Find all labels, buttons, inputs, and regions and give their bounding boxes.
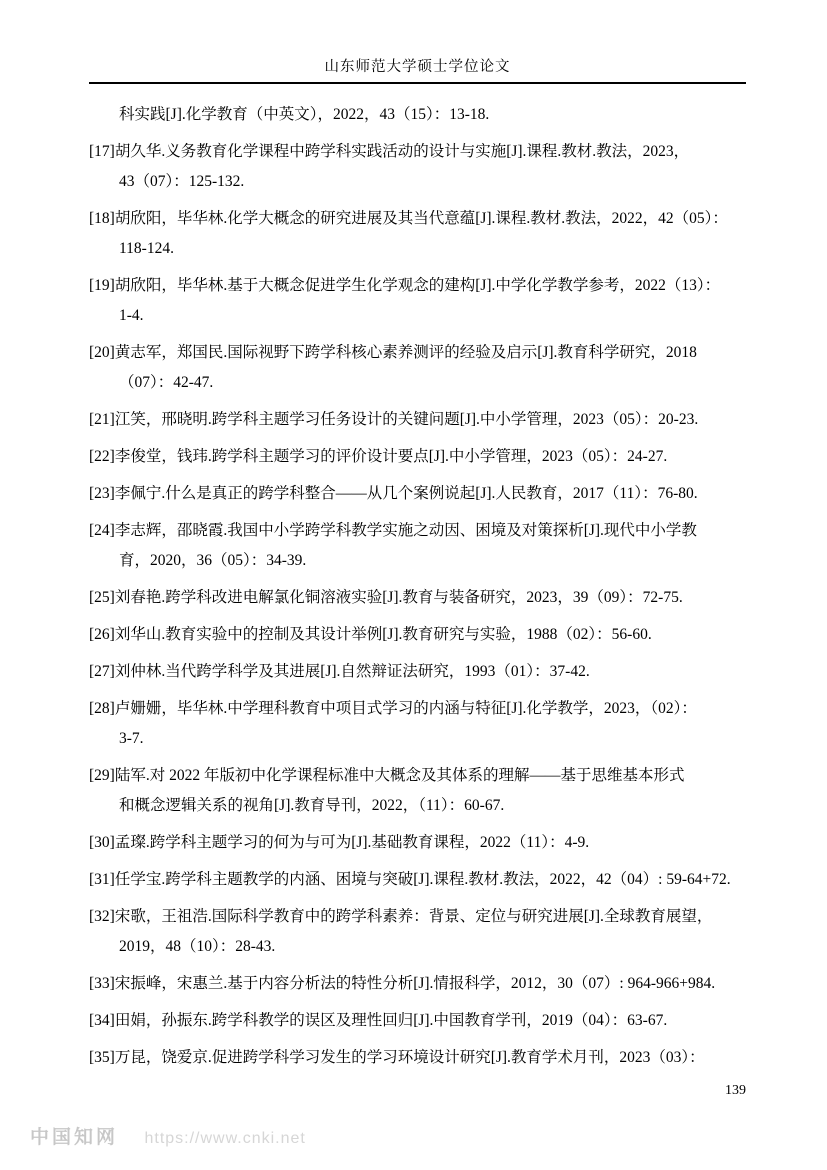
- reference-line: 3-7.: [119, 730, 144, 747]
- reference-entry: [89, 969, 749, 999]
- reference-entry: [89, 657, 749, 687]
- reference-line: 2019，48（10）：28-43.: [119, 938, 276, 955]
- running-head: 山东师范大学硕士学位论文: [324, 59, 511, 75]
- reference-entry: [89, 865, 749, 895]
- references-list: [89, 100, 749, 1080]
- reference-line: [26]刘华山.教育实验中的控制及其设计举例[J].教育研究与实验，1988（02）：56-60.: [89, 626, 652, 643]
- reference-line: [18]胡欣阳，毕华林.化学大概念的研究进展及其当代意蕴[J].课程.教材.教法，2022，42（05）：: [89, 210, 728, 227]
- reference-line: 118-124.: [119, 240, 174, 257]
- reference-entry: [89, 828, 749, 858]
- reference-line: [27]刘仲林.当代跨学科学及其进展[J].自然辩证法研究，1993（01）：37-42.: [89, 663, 590, 680]
- reference-entry: [89, 479, 749, 509]
- reference-line: [23]李佩宁.什么是真正的跨学科整合——从几个案例说起[J].人民教育，2017（11）：76-80.: [89, 485, 698, 502]
- reference-line: [25]刘春艳.跨学科改进电解氯化铜溶液实验[J].教育与装备研究，2023，39（09）：72-75.: [89, 589, 683, 606]
- cnki-brand-text: 中国知网: [30, 1127, 119, 1148]
- reference-line: [22]李俊堂，钱玮.跨学科主题学习的评价设计要点[J].中小学管理，2023（05）：24-27.: [89, 448, 668, 465]
- reference-line: [20]黄志军，郑国民.国际视野下跨学科核心素养测评的经验及启示[J].教育科学研究，2018: [89, 344, 697, 361]
- reference-entry: [89, 1043, 749, 1073]
- page-header: [89, 57, 746, 84]
- reference-line: [33]宋振峰，宋惠兰.基于内容分析法的特性分析[J].情报科学，2012，30（07）: 964-966+984.: [89, 975, 716, 992]
- reference-line: [28]卢姗姗，毕华林.中学理科教育中项目式学习的内涵与特征[J].化学教学，2023，（02）：: [89, 700, 697, 717]
- reference-line: [34]田娟，孙振东.跨学科教学的误区及理性回归[J].中国教育学刊，2019（04）：63-67.: [89, 1012, 668, 1029]
- reference-line: [17]胡久华.义务教育化学课程中跨学科实践活动的设计与实施[J].课程.教材.教法，2023，: [89, 143, 690, 160]
- reference-line: 育，2020，36（05）：34-39.: [119, 552, 307, 569]
- reference-line: 1-4.: [119, 307, 144, 324]
- reference-entry: [89, 204, 749, 264]
- reference-entry: [89, 338, 749, 398]
- reference-line: 43（07）：125-132.: [119, 173, 245, 190]
- cnki-watermark: [30, 1122, 306, 1149]
- reference-entry: [89, 137, 749, 197]
- reference-line: 科实践[J].化学教育（中英文），2022，43（15）：13-18.: [119, 106, 490, 123]
- reference-continuation: [89, 100, 749, 130]
- cnki-url-text: https://www.cnki.net: [144, 1130, 306, 1147]
- reference-entry: [89, 442, 749, 472]
- reference-line: 和概念逻辑关系的视角[J].教育导刊，2022，（11）：60-67.: [119, 797, 505, 814]
- reference-entry: [89, 694, 749, 754]
- reference-entry: [89, 761, 749, 821]
- reference-line: [32]宋歌，王祖浩.国际科学教育中的跨学科素养：背景、定位与研究进展[J].全球教育展望，: [89, 908, 713, 925]
- reference-entry: [89, 620, 749, 650]
- reference-entry: [89, 405, 749, 435]
- page-number: 139: [725, 1083, 746, 1098]
- reference-line: [19]胡欣阳，毕华林.基于大概念促进学生化学观念的建构[J].中学化学教学参考，2022（13）：: [89, 277, 721, 294]
- reference-line: [24]李志辉，邵晓霞.我国中小学跨学科教学实施之动因、困境及对策探析[J].现代中小学教: [89, 522, 697, 539]
- reference-entry: [89, 583, 749, 613]
- reference-entry: [89, 516, 749, 576]
- reference-entry: [89, 271, 749, 331]
- reference-line: [29]陆军.对 2022 年版初中化学课程标准中大概念及其体系的理解——基于思维基本形式: [89, 767, 685, 784]
- reference-line: [35]万昆，饶爱京.促进跨学科学习发生的学习环境设计研究[J].教育学术月刊，2023（03）：: [89, 1049, 705, 1066]
- reference-line: [21]江笑，邢晓明.跨学科主题学习任务设计的关键问题[J].中小学管理，2023（05）：20-23.: [89, 411, 699, 428]
- reference-entry: [89, 1006, 749, 1036]
- reference-entry: [89, 902, 749, 962]
- reference-line: [30]孟璨.跨学科主题学习的何为与可为[J].基础教育课程，2022（11）：4-9.: [89, 834, 590, 851]
- reference-line: [31]任学宝.跨学科主题教学的内涵、困境与突破[J].课程.教材.教法，2022，42（04）: 59-64+72.: [89, 871, 731, 888]
- reference-line: （07）：42-47.: [119, 374, 214, 391]
